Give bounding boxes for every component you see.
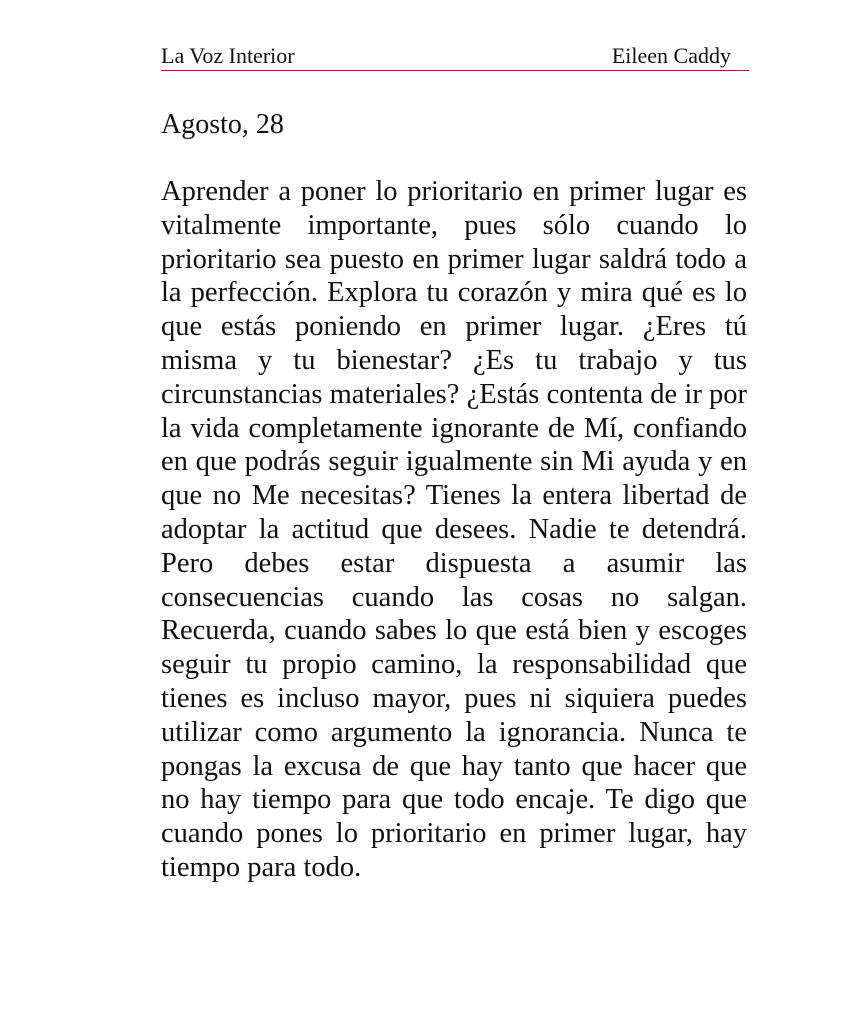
- author-name: Eileen Caddy: [611, 43, 731, 68]
- book-title: La Voz Interior: [161, 43, 295, 68]
- running-header: [161, 42, 749, 71]
- entry-paragraph: Aprender a poner lo prioritario en primer lugar es vitalmente importante, pues sólo cuando lo prioritario sea puesto en primer lugar saldrá todo a la perfección. Explora tu corazón y mira qué es lo que estás poniendo en primer lugar. ¿Eres tú misma y tu bienestar? ¿Es tu trabajo y tus circunstancias materiales? ¿Estás contenta de ir por la vida completamente ignorante de Mí, confiando en que podrás seguir igualmente sin Mi ayuda y en que no Me necesitas? Tienes la entera libertad de adoptar la actitud que desees. Nadie te detendrá. Pero debes estar dispuesta a asumir las consecuencias cuando las cosas no salgan. Recuerda, cuando sabes lo que está bien y escoges seguir tu propio camino, la responsabilidad que tienes es incluso mayor, pues ni siquiera puedes utilizar como argumento la ignorancia. Nunca te pongas la excusa de que hay tanto que hacer que no hay tiempo para que todo encaje. Te digo que cuando pones lo prioritario en primer lugar, hay tiempo para todo.: [161, 176, 747, 883]
- entry-date: Agosto, 28: [161, 109, 284, 140]
